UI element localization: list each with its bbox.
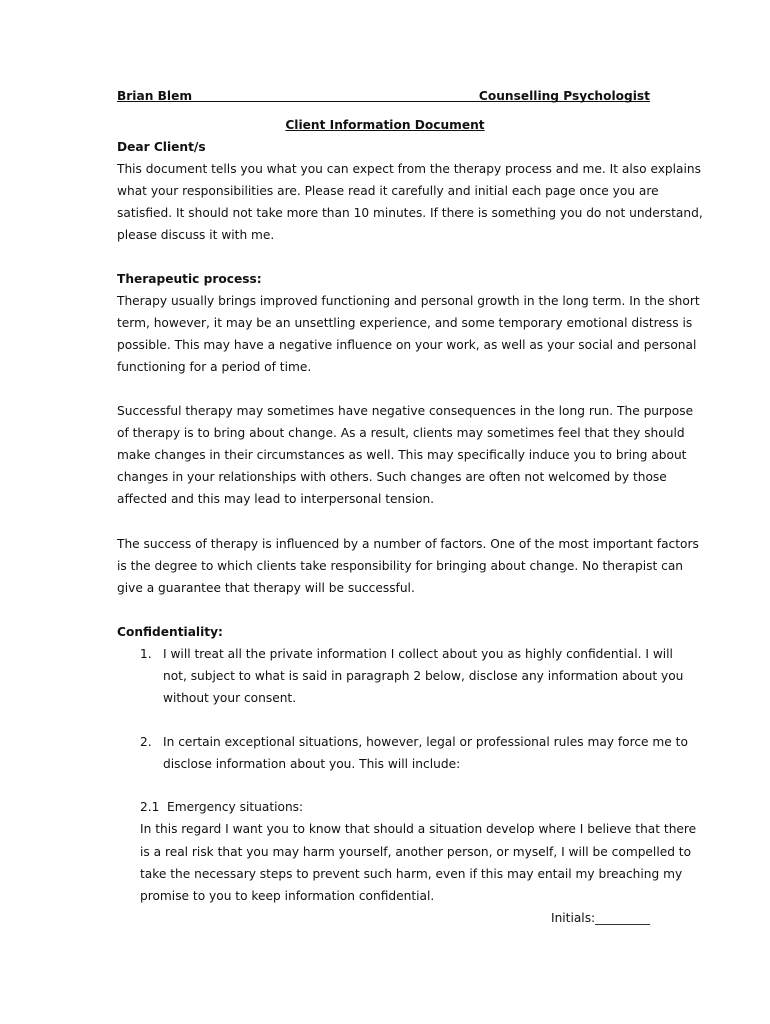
therapeutic-para2-line: affected and this may lead to interpersonal tension.	[117, 492, 435, 506]
sub-para-line: promise to you to keep information confidential.	[140, 889, 435, 903]
document-title: Client Information Document	[285, 118, 485, 132]
therapeutic-para1-line: possible. This may have a negative influence on your work, as well as your social and personal	[117, 338, 697, 352]
sub-para-line: take the necessary steps to prevent such harm, even if this may entail my breaching my	[140, 867, 683, 881]
author-name: Brian Blem	[117, 89, 193, 103]
therapeutic-para1-line: functioning for a period of time.	[117, 360, 312, 374]
sub-para-line: is a real risk that you may harm yourself, another person, or myself, I will be compelled to	[140, 845, 692, 859]
author-role: Counselling Psychologist	[478, 89, 650, 103]
greeting: Dear Client/s	[117, 140, 206, 154]
intro-line: please discuss it with me.	[117, 228, 275, 242]
list-item-line: disclose information about you. This will include:	[163, 757, 461, 771]
list-item-line: In certain exceptional situations, however, legal or professional rules may force me to	[163, 735, 688, 749]
therapeutic-heading: Therapeutic process:	[117, 272, 262, 286]
list-number: 1.	[140, 647, 152, 661]
initials-field: Initials:_________	[550, 911, 650, 925]
therapeutic-para2-line: Successful therapy may sometimes have negative consequences in the long run. The purpose	[117, 404, 694, 418]
intro-line: what your responsibilities are. Please read it carefully and initial each page once you are	[117, 184, 659, 198]
sub-para-line: In this regard I want you to know that should a situation develop where I believe that there	[140, 822, 697, 836]
list-item-line: I will treat all the private information I collect about you as highly confidential. I will	[163, 647, 673, 661]
therapeutic-para3-line: is the degree to which clients take responsibility for bringing about change. No therapist can	[117, 559, 684, 573]
list-number: 2.	[140, 735, 152, 749]
therapeutic-para1-line: Therapy usually brings improved functioning and personal growth in the long term. In the short	[117, 294, 700, 308]
therapeutic-para2-line: make changes in their circumstances as well. This may specifically induce you to bring about	[117, 448, 687, 462]
sub-title: Emergency situations:	[167, 800, 304, 814]
header-underline	[117, 101, 650, 102]
therapeutic-para2-line: changes in your relationships with others. Such changes are often not welcomed by those	[117, 470, 667, 484]
list-item-line: not, subject to what is said in paragraph 2 below, disclose any information about you	[163, 669, 684, 683]
therapeutic-para3-line: The success of therapy is influenced by a number of factors. One of the most important factors	[117, 537, 699, 551]
therapeutic-para3-line: give a guarantee that therapy will be successful.	[117, 581, 415, 595]
intro-line: satisfied. It should not take more than 10 minutes. If there is something you do not understand,	[117, 206, 703, 220]
therapeutic-para1-line: term, however, it may be an unsettling experience, and some temporary emotional distress is	[117, 316, 693, 330]
confidentiality-heading: Confidentiality:	[117, 625, 223, 639]
intro-line: This document tells you what you can expect from the therapy process and me. It also explains	[117, 162, 701, 176]
therapeutic-para2-line: of therapy is to bring about change. As a result, clients may sometimes feel that they should	[117, 426, 685, 440]
list-item-line: without your consent.	[163, 691, 297, 705]
sub-number: 2.1	[140, 800, 160, 814]
